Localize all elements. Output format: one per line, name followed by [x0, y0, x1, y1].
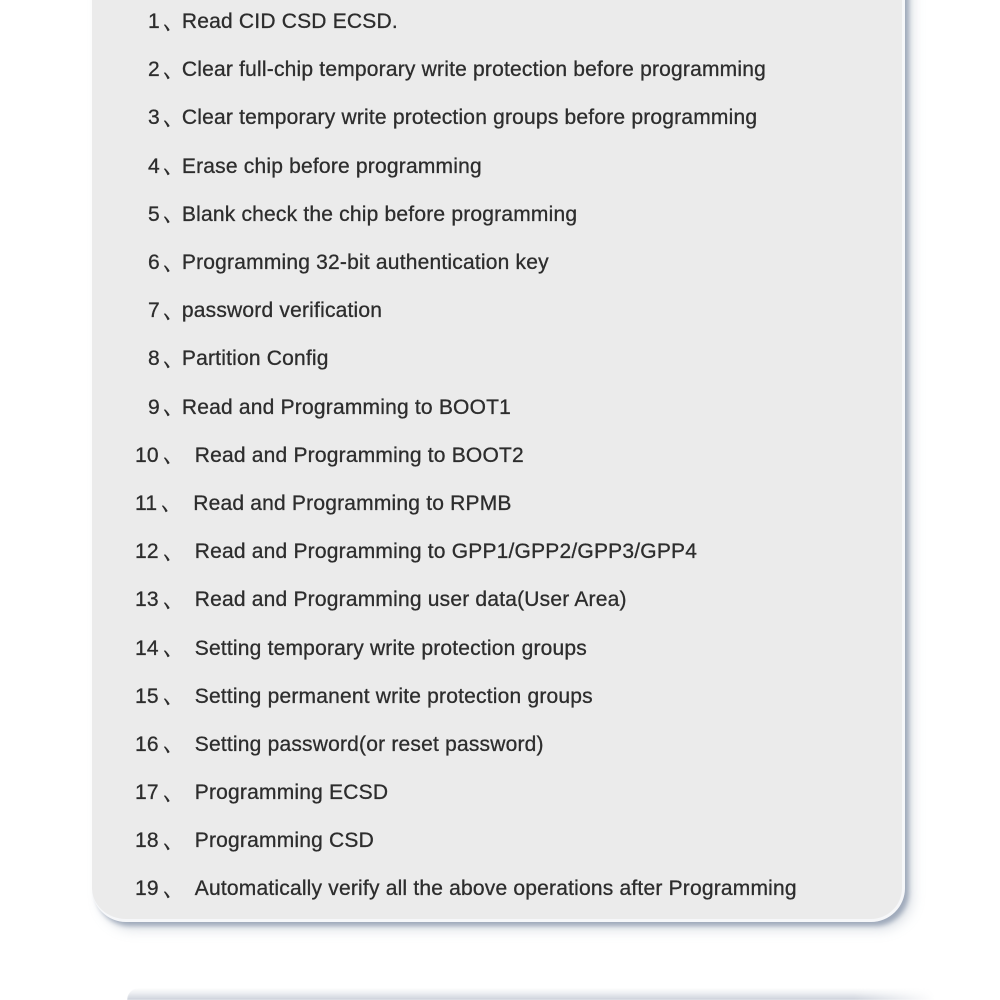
list-item	[92, 432, 902, 480]
item-text: Setting password(or reset password)	[194, 732, 544, 756]
enumeration-comma-icon	[164, 119, 171, 128]
item-number: 5	[148, 202, 160, 226]
item-text: Setting temporary write protection groups	[194, 636, 587, 660]
list-item	[92, 94, 902, 142]
item-number: 18	[135, 829, 159, 853]
item-number: 1	[148, 10, 160, 34]
list-item	[92, 528, 902, 576]
enumeration-comma-icon	[164, 360, 171, 369]
enumeration-comma-icon	[164, 23, 171, 32]
item-number: 4	[148, 154, 160, 178]
enumeration-comma-icon	[164, 745, 171, 754]
enumeration-comma-icon	[162, 504, 169, 513]
enumeration-comma-icon	[164, 167, 171, 176]
feature-list	[92, 0, 902, 914]
item-number: 3	[148, 106, 160, 130]
item-text: Automatically verify all the above operations after Programming	[194, 877, 797, 901]
item-text: Clear temporary write protection groups before programming	[181, 106, 758, 130]
list-item	[92, 721, 902, 769]
item-number: 2	[148, 58, 160, 82]
item-number: 12	[135, 540, 159, 564]
item-number: 7	[148, 299, 160, 323]
item-number: 13	[135, 588, 159, 612]
item-text: password verification	[181, 299, 383, 323]
list-item	[92, 384, 902, 432]
item-text: Partition Config	[181, 347, 329, 371]
item-text: Setting permanent write protection groups	[194, 684, 593, 708]
item-number: 10	[135, 443, 159, 467]
item-text: Read and Programming to BOOT1	[181, 395, 512, 419]
enumeration-comma-icon	[164, 553, 171, 562]
item-number: 15	[135, 684, 159, 708]
item-text: Blank check the chip before programming	[181, 202, 578, 226]
enumeration-comma-icon	[164, 312, 171, 321]
item-number: 11	[135, 491, 158, 515]
list-item	[92, 673, 902, 721]
enumeration-comma-icon	[164, 890, 171, 899]
list-item	[92, 239, 902, 287]
item-text: Clear full-chip temporary write protection before programming	[181, 58, 766, 82]
enumeration-comma-icon	[164, 649, 171, 658]
next-card-top-edge	[127, 988, 935, 1000]
list-item	[92, 46, 902, 94]
item-number: 6	[148, 251, 160, 275]
enumeration-comma-icon	[164, 215, 171, 224]
enumeration-comma-icon	[164, 71, 171, 80]
item-number: 19	[135, 877, 159, 901]
list-item	[92, 865, 902, 913]
item-text: Programming 32-bit authentication key	[181, 251, 549, 275]
list-item	[92, 480, 902, 528]
feature-card	[92, 0, 905, 922]
list-item	[92, 143, 902, 191]
enumeration-comma-icon	[164, 794, 171, 803]
list-item	[92, 817, 902, 865]
item-number: 17	[135, 781, 159, 805]
item-number: 14	[135, 636, 159, 660]
list-item	[92, 0, 902, 46]
item-text: Programming ECSD	[194, 781, 389, 805]
item-text: Read and Programming to GPP1/GPP2/GPP3/GPP4	[194, 540, 698, 564]
enumeration-comma-icon	[164, 601, 171, 610]
list-item	[92, 624, 902, 672]
item-number: 9	[148, 395, 160, 419]
item-text: Read and Programming to RPMB	[193, 491, 512, 515]
list-item	[92, 335, 902, 383]
item-text: Erase chip before programming	[181, 154, 482, 178]
list-item	[92, 191, 902, 239]
item-text: Programming CSD	[194, 829, 374, 853]
item-number: 8	[148, 347, 160, 371]
item-number: 16	[135, 732, 159, 756]
item-text: Read and Programming to BOOT2	[194, 443, 524, 467]
list-item	[92, 769, 902, 817]
enumeration-comma-icon	[164, 456, 171, 465]
item-text: Read CID CSD ECSD.	[181, 10, 398, 34]
enumeration-comma-icon	[164, 842, 171, 851]
list-item	[92, 287, 902, 335]
enumeration-comma-icon	[164, 697, 171, 706]
list-item	[92, 576, 902, 624]
enumeration-comma-icon	[164, 264, 171, 273]
enumeration-comma-icon	[164, 408, 171, 417]
item-text: Read and Programming user data(User Area)	[194, 588, 627, 612]
